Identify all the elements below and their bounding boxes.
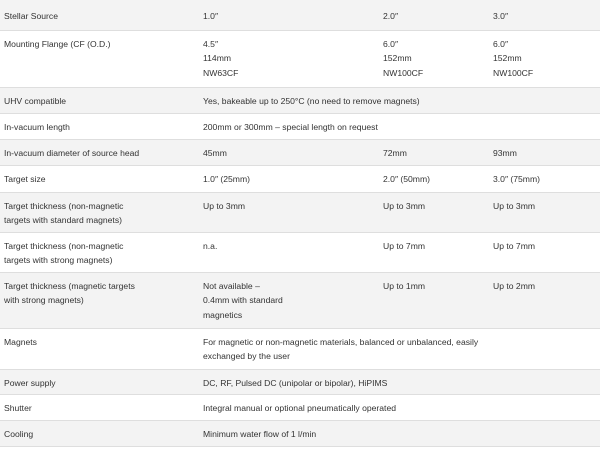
cell-value: Up to 7mm	[383, 240, 426, 251]
table-row	[0, 394, 600, 420]
spanning-value-cell	[203, 113, 600, 139]
row-label-cell	[0, 87, 203, 113]
row-label: In-vacuum diameter of source head	[4, 147, 140, 158]
row-label-cell	[0, 0, 203, 30]
cell-value: 1.0″	[203, 11, 218, 21]
cell-value: magnetics	[203, 309, 243, 320]
cell-value: 72mm	[383, 147, 407, 158]
table-row	[0, 328, 600, 369]
table-row	[0, 30, 600, 87]
value-cell	[203, 139, 383, 165]
row-label: Target thickness (non-magnetic targets with strong magnets)	[4, 240, 124, 265]
row-label-cell	[0, 272, 203, 328]
table-row	[0, 87, 600, 113]
value-cell	[383, 0, 493, 30]
cell-value: 200mm or 300mm – special length on request	[203, 121, 378, 132]
row-label: UHV compatible	[4, 95, 67, 106]
table-row	[0, 139, 600, 165]
row-label: In-vacuum length	[4, 121, 70, 132]
table-row	[0, 272, 600, 328]
value-cell	[493, 192, 600, 232]
row-label: Stellar Source	[4, 11, 58, 21]
cell-value: Up to 1mm	[383, 280, 426, 291]
value-cell	[493, 30, 600, 87]
value-cell	[493, 272, 600, 328]
value-cell	[203, 272, 383, 328]
value-cell	[493, 232, 600, 272]
table-row	[0, 113, 600, 139]
value-cell	[203, 192, 383, 232]
value-cell	[203, 0, 383, 30]
spanning-value-cell	[203, 420, 600, 446]
value-cell	[493, 165, 600, 192]
cell-value: 152mm	[493, 53, 522, 63]
value-cell	[493, 139, 600, 165]
cell-value: 2.0″	[383, 11, 398, 21]
row-label: Magnets	[4, 336, 37, 347]
row-label-cell	[0, 192, 203, 232]
cell-value: Yes, bakeable up to 250°C (no need to remove magnets)	[203, 95, 420, 106]
cell-value: 45mm	[203, 147, 227, 158]
cell-value: Not available –	[203, 280, 260, 291]
row-label: Shutter	[4, 402, 32, 413]
row-label-cell	[0, 394, 203, 420]
row-label: Mounting Flange (CF (O.D.)	[4, 38, 111, 49]
cell-value: For magnetic or non-magnetic materials, balanced or unbalanced, easily exchanged by the user	[203, 336, 479, 361]
row-label-cell	[0, 328, 203, 369]
cell-value: Integral manual or optional pneumatically operated	[203, 402, 397, 413]
value-cell	[383, 192, 493, 232]
spanning-value-cell	[203, 394, 600, 420]
value-cell	[203, 232, 383, 272]
row-label: Power supply	[4, 377, 56, 388]
row-label-cell	[0, 420, 203, 446]
cell-value: 152mm	[383, 53, 412, 63]
cell-value: Up to 3mm	[203, 200, 246, 211]
row-label-cell	[0, 232, 203, 272]
value-cell	[383, 272, 493, 328]
table-row	[0, 232, 600, 272]
table-row	[0, 192, 600, 232]
table-row	[0, 165, 600, 192]
cell-value: 0.4mm with standard	[203, 295, 283, 305]
spanning-value-cell	[203, 369, 600, 394]
spanning-value-cell	[203, 87, 600, 113]
cell-value: 3.0″	[493, 11, 508, 21]
row-label-cell	[0, 30, 203, 87]
row-label-cell	[0, 165, 203, 192]
cell-value: n.a.	[203, 240, 218, 251]
cell-value: NW100CF	[383, 67, 424, 78]
cell-value: 2.0″ (50mm)	[383, 173, 430, 184]
value-cell	[203, 30, 383, 87]
value-cell	[383, 232, 493, 272]
row-label: Target size	[4, 173, 46, 184]
cell-value: 3.0″ (75mm)	[493, 173, 540, 184]
table-row	[0, 0, 600, 30]
value-cell	[203, 165, 383, 192]
cell-value: NW100CF	[493, 67, 534, 78]
cell-value: 93mm	[493, 147, 517, 158]
value-cell	[383, 165, 493, 192]
row-label-cell	[0, 139, 203, 165]
cell-value: Up to 3mm	[493, 200, 536, 211]
value-cell	[493, 0, 600, 30]
row-label-cell	[0, 113, 203, 139]
row-label-cell	[0, 369, 203, 394]
row-label: Cooling	[4, 428, 34, 439]
row-label: Target thickness (magnetic targets with strong magnets)	[4, 280, 135, 305]
cell-value: 4.5″	[203, 38, 218, 49]
cell-value: NW63CF	[203, 67, 239, 78]
value-cell	[383, 139, 493, 165]
value-cell	[383, 30, 493, 87]
cell-value: Up to 2mm	[493, 280, 536, 291]
cell-value: Up to 7mm	[493, 240, 536, 251]
cell-value: 6.0″	[493, 38, 508, 49]
table-row	[0, 420, 600, 446]
cell-value: Up to 3mm	[383, 200, 426, 211]
spanning-value-cell	[203, 328, 600, 369]
cell-value: 114mm	[203, 53, 232, 63]
cell-value: DC, RF, Pulsed DC (unipolar or bipolar), HiPIMS	[203, 377, 388, 388]
cell-value: Minimum water flow of 1 l/min	[203, 428, 317, 439]
cell-value: 1.0″ (25mm)	[203, 173, 250, 184]
table-row	[0, 369, 600, 394]
cell-value: 6.0″	[383, 38, 398, 49]
row-label: Target thickness (non-magnetic targets with standard magnets)	[4, 200, 124, 225]
